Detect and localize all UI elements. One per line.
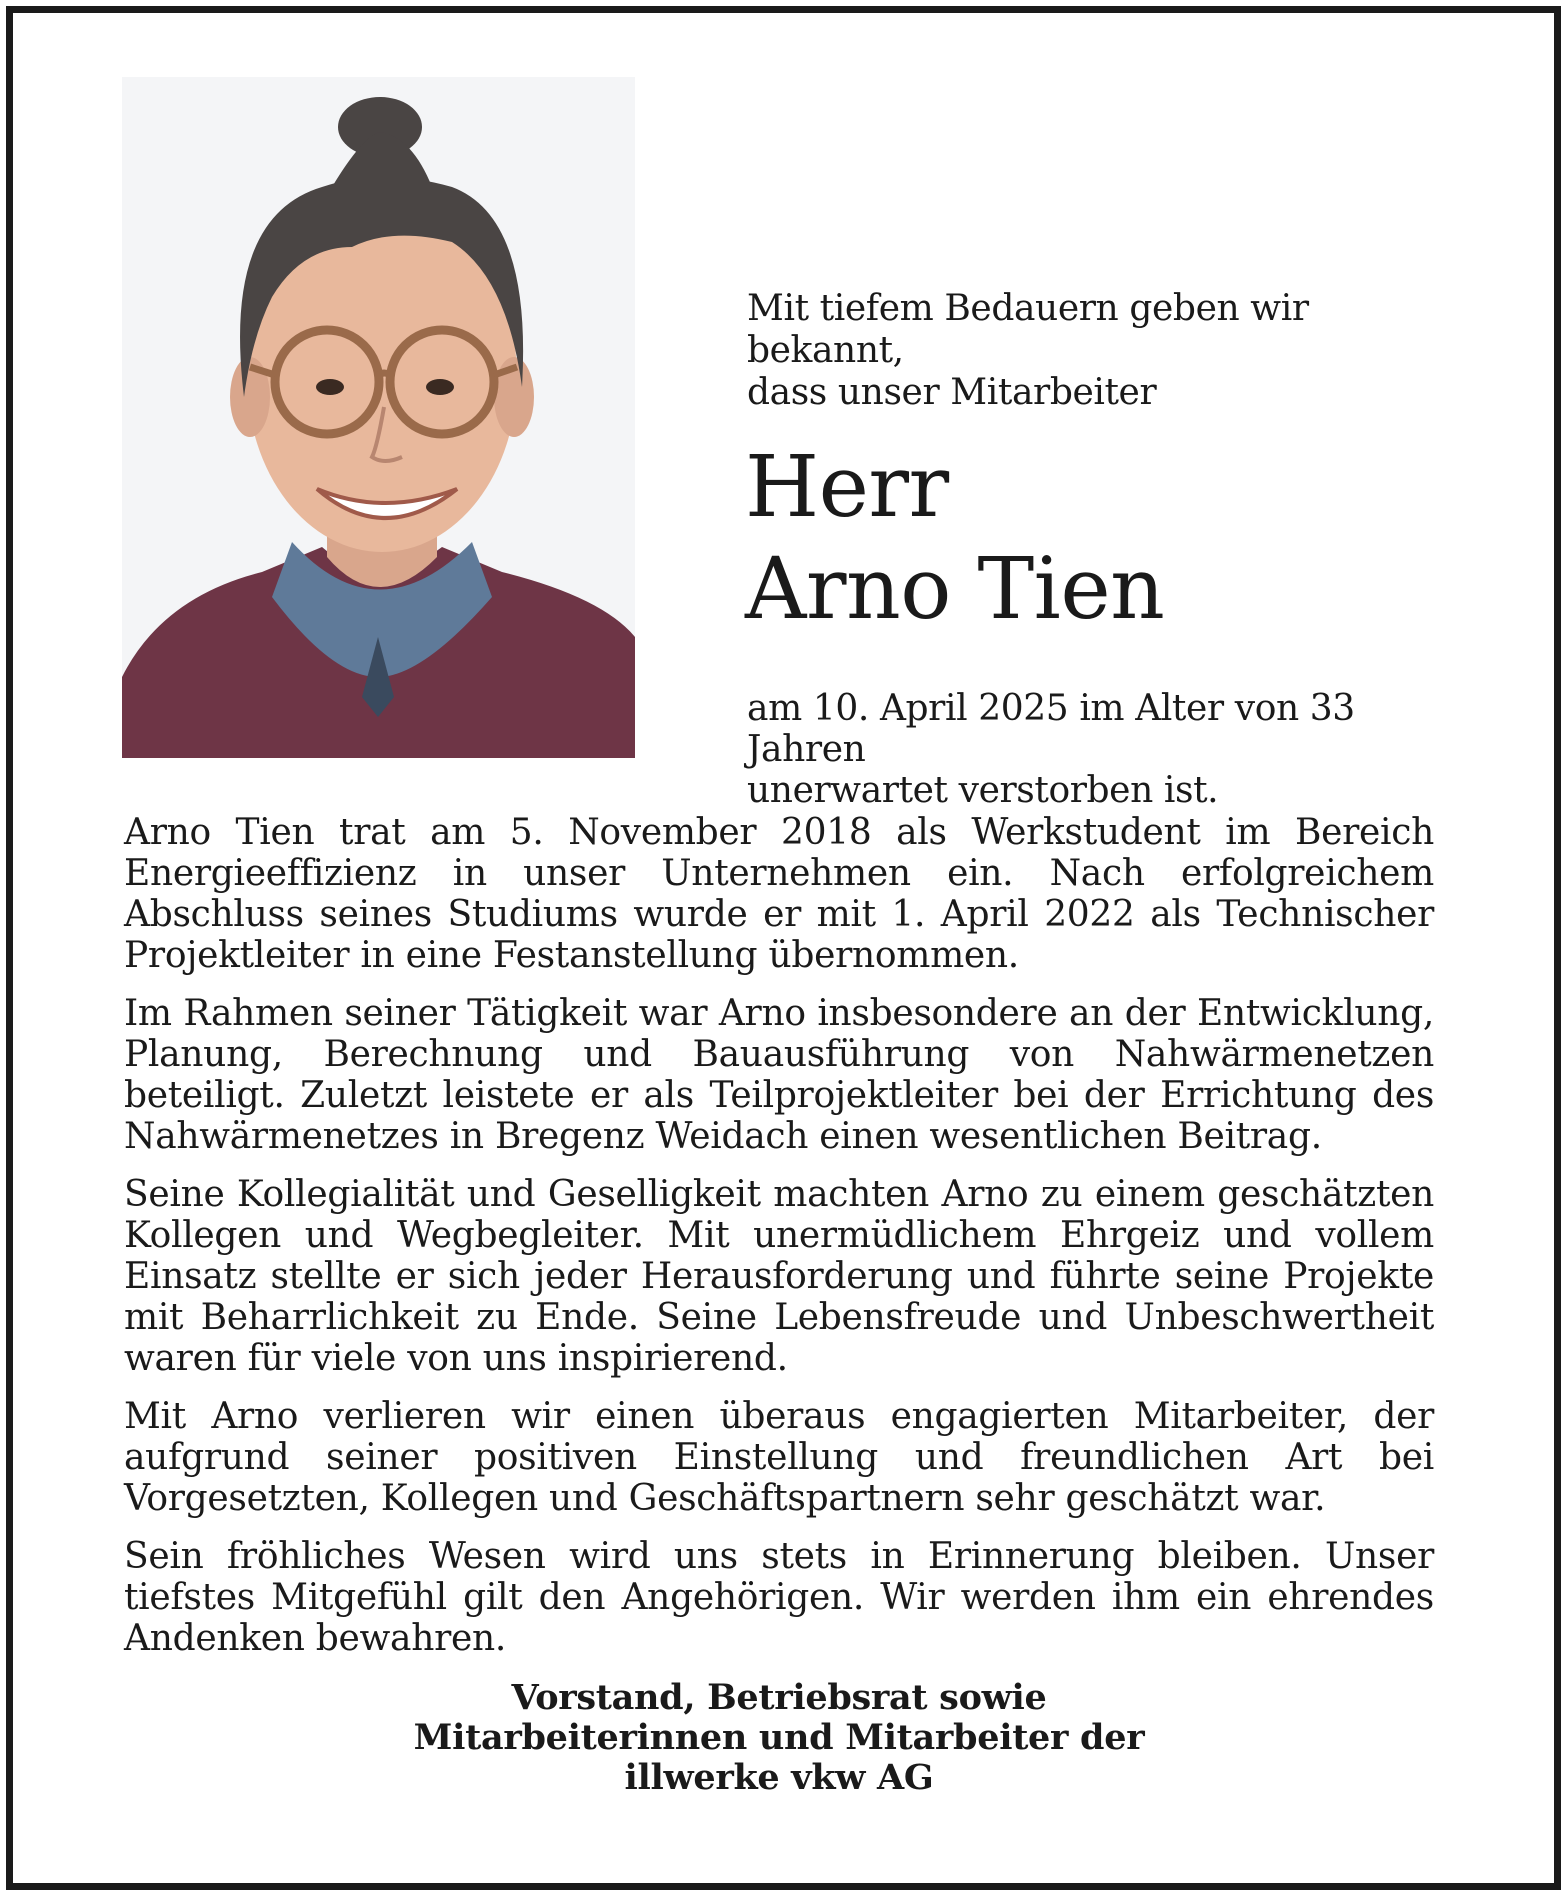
body-paragraph: Arno Tien trat am 5. November 2018 als Werkstudent im Bereich Energieeffizienz in unser Unternehmen ein. Nach erfolgreichem Abschluss seines Studiums wurde er mit 1. April 2022 als Technischer Projektleiter in eine Festanstellung übernommen. xyxy=(124,812,1434,976)
body-paragraph: Mit Arno verlieren wir einen überaus engagierten Mitarbeiter, der aufgrund seiner positiven Einstellung und freundlichen Art bei Vorgesetzten, Kollegen und Geschäftspartnern sehr geschätzt war. xyxy=(124,1396,1434,1519)
body-paragraph: Seine Kollegialität und Geselligkeit machten Arno zu einem geschätzten Kollegen und Wegbegleiter. Mit unermüdlichem Ehrgeiz und vollem Einsatz stellte er sich jeder Herausforderung und führte seine Projekte mit Beharrlichkeit zu Ende. Seine Lebensfreude und Unbeschwertheit waren für viele von uns inspirierend. xyxy=(124,1174,1434,1379)
intro-text xyxy=(747,288,1447,414)
death-notice-line-1: am 10. April 2025 im Alter von 33 Jahren xyxy=(747,688,1355,770)
portrait-photo xyxy=(122,77,635,758)
intro-line-1: Mit tiefem Bedauern geben wir bekannt, xyxy=(747,288,1309,371)
death-notice-line-2: unerwartet verstorben ist. xyxy=(747,770,1219,811)
signature-line-2: Mitarbeiterinnen und Mitarbeiter der xyxy=(413,1717,1145,1758)
signature-line-1: Vorstand, Betriebsrat sowie xyxy=(511,1677,1047,1718)
intro-line-2: dass unser Mitarbeiter xyxy=(747,372,1157,413)
deceased-name-block xyxy=(745,437,1505,641)
body-paragraph: Sein fröhliches Wesen wird uns stets in Erinnerung bleiben. Unser tiefstes Mitgefühl gilt den Angehörigen. Wir werden ihm ein ehrendes Andenken bewahren. xyxy=(124,1536,1434,1659)
death-notice xyxy=(747,688,1452,811)
salutation: Herr xyxy=(745,438,949,537)
obituary-body xyxy=(124,812,1434,1676)
signature-block xyxy=(124,1678,1434,1798)
body-paragraph: Im Rahmen seiner Tätigkeit war Arno insbesondere an der Entwicklung, Planung, Berechnung und Bauausführung von Nahwärmenetzen beteiligt. Zuletzt leistete er als Teilprojektleiter bei der Errichtung des Nahwärmenetzes in Bregenz Weidach einen wesentlichen Beitrag. xyxy=(124,993,1434,1157)
deceased-name: Arno Tien xyxy=(745,540,1165,639)
signature-line-3: illwerke vkw AG xyxy=(624,1757,934,1798)
portrait-illustration xyxy=(122,77,635,758)
